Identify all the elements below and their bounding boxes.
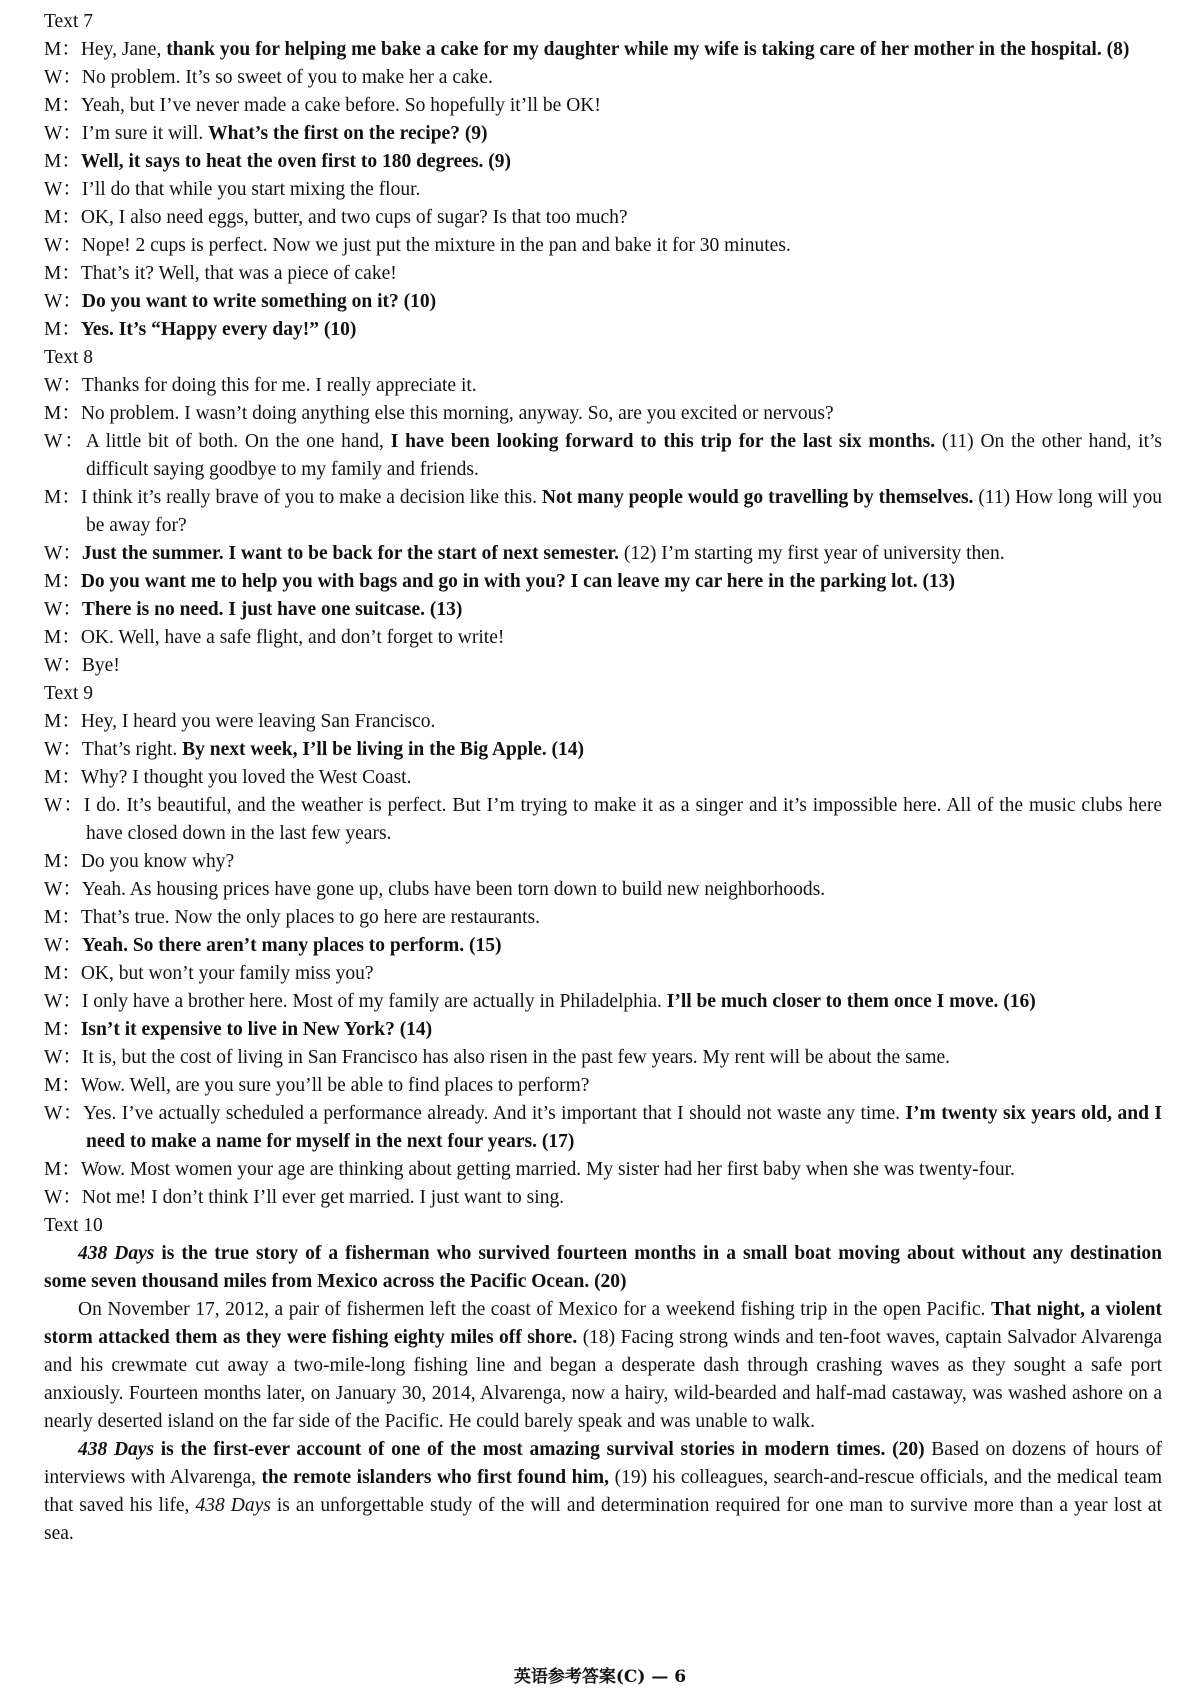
speaker-label: W：	[44, 375, 82, 396]
text-run: Do you want to write something on it? (10)	[81, 291, 437, 312]
text-run: I’ll be much closer to them once I move. (16)	[666, 991, 1036, 1012]
text-run: A little bit of both. On the one hand,	[85, 431, 391, 452]
text-run: Wow. Most women your age are thinking about getting married. My sister had her first baby when she was twenty-four.	[80, 1159, 1015, 1180]
speaker-label: M：	[44, 207, 81, 228]
text-run: Do you know why?	[80, 851, 235, 872]
speaker-label: W：	[44, 1187, 82, 1208]
text-run: Not many people would go travelling by themselves.	[541, 487, 979, 508]
text-run: I only have a brother here. Most of my family are actually in Philadelphia.	[81, 991, 667, 1012]
text-run: That’s true. Now the only places to go here are restaurants.	[80, 907, 541, 928]
text-run: That’s right.	[81, 739, 183, 760]
text-run: Well, it says to heat the oven first to 180 degrees. (9)	[80, 151, 512, 172]
text-run: is the true story of a fisherman who survived fourteen months in a small boat moving about without any destination some seven thousand miles from Mexico across the Pacific Ocean. (20)	[44, 1243, 1162, 1292]
dialogue-line	[44, 400, 1162, 428]
text-run: That night, a violent storm attacked them as they were fishing eighty miles off shore.	[44, 1299, 1162, 1348]
text-run: Do you want me to help you with bags and go in with you? I can leave my car here in the parking lot. (13)	[80, 571, 955, 592]
text-run: It is, but the cost of living in San Francisco has also risen in the past few years. My rent will be about the same.	[81, 1047, 951, 1068]
dialogue-line	[44, 596, 1162, 624]
text-run: Nope! 2 cups is perfect. Now we just put the mixture in the pan and bake it for 30 minutes.	[81, 235, 791, 256]
speaker-label: M：	[44, 151, 81, 172]
dialogue-line	[44, 316, 1162, 344]
dialogue-line	[44, 708, 1162, 736]
page-footer: 英语参考答案(C) — 6	[513, 1667, 687, 1687]
text-run: Bye!	[81, 655, 120, 676]
speaker-label: M：	[44, 487, 81, 508]
dialogue-line	[44, 960, 1162, 988]
text-run: the remote islanders who first found him,	[261, 1467, 615, 1488]
dialogue-line	[44, 1156, 1162, 1184]
speaker-label: W：	[44, 795, 84, 816]
speaker-label: W：	[44, 739, 82, 760]
speaker-label: W：	[44, 67, 82, 88]
dialogue-line	[44, 176, 1162, 204]
text-run: 438 Days	[78, 1439, 155, 1460]
text-run: Yes. It’s “Happy every day!” (10)	[80, 319, 357, 340]
section-heading: Text 10	[44, 1215, 103, 1236]
speaker-label: M：	[44, 1075, 81, 1096]
text-run: Thanks for doing this for me. I really appreciate it.	[81, 375, 477, 396]
dialogue-line	[44, 1184, 1162, 1212]
dialogue-line	[44, 36, 1162, 64]
speaker-label: W：	[44, 1103, 84, 1124]
text-run: is an unforgettable study of the will and determination required for one man to survive more than a year lost at sea.	[44, 1495, 1162, 1544]
dialogue-line	[44, 1072, 1162, 1100]
dialogue-line	[44, 904, 1162, 932]
text-run: OK, but won’t your family miss you?	[80, 963, 374, 984]
passage-paragraph	[44, 1436, 1162, 1548]
dialogue-line	[44, 932, 1162, 960]
speaker-label: W：	[44, 543, 82, 564]
section-heading: Text 9	[44, 683, 93, 704]
text-run: OK. Well, have a safe flight, and don’t forget to write!	[80, 627, 505, 648]
speaker-label: M：	[44, 263, 81, 284]
speaker-label: M：	[44, 963, 81, 984]
dialogue-line	[44, 148, 1162, 176]
dialogue-line	[44, 568, 1162, 596]
text-run: Yeah, but I’ve never made a cake before. So hopefully it’ll be OK!	[80, 95, 601, 116]
text-run: Wow. Well, are you sure you’ll be able to find places to perform?	[80, 1075, 590, 1096]
dialogue-line	[44, 92, 1162, 120]
speaker-label: M：	[44, 851, 81, 872]
text-run: thank you for helping me bake a cake for my daughter while my wife is taking care of her mother in the hospital. (8)	[166, 39, 1130, 60]
text-run: Hey, I heard you were leaving San Francisco.	[80, 711, 436, 732]
text-run: I’ll do that while you start mixing the flour.	[81, 179, 421, 200]
speaker-label: M：	[44, 627, 81, 648]
speaker-label: W：	[44, 655, 82, 676]
speaker-label: W：	[44, 991, 82, 1012]
speaker-label: M：	[44, 1019, 81, 1040]
speaker-label: M：	[44, 39, 81, 60]
text-run: Hey, Jane,	[80, 39, 167, 60]
dialogue-line	[44, 624, 1162, 652]
passage-paragraph	[44, 1240, 1162, 1296]
speaker-label: W：	[44, 1047, 82, 1068]
dialogue-line	[44, 288, 1162, 316]
text-run: (11) On the other hand, it’s difficult saying goodbye to my family and friends.	[86, 431, 1163, 480]
speaker-label: M：	[44, 1159, 81, 1180]
speaker-label: M：	[44, 767, 81, 788]
dialogue-line	[44, 540, 1162, 568]
text-run: On November 17, 2012, a pair of fishermen left the coast of Mexico for a weekend fishing trip in the open Pacific.	[78, 1299, 991, 1320]
text-run: Yeah. As housing prices have gone up, clubs have been torn down to build new neighborhoods.	[81, 879, 826, 900]
dialogue-line	[44, 1016, 1162, 1044]
dialogue-line	[44, 232, 1162, 260]
speaker-label: W：	[44, 599, 82, 620]
speaker-label: W：	[44, 431, 86, 452]
text-run: (18) Facing strong winds and ten-foot waves, captain Salvador Alvarenga and his crewmate cut away a two-mile-long fishing line and began a desperate dash through crashing waves as they sought a safe port anxiously. Fourteen months later, on January 30, 2014, Alvarenga, now a hairy, wild-bearded and half-mad castaway, was washed ashore on a nearly deserted island on the far side of the Pacific. He could barely speak and was unable to walk.	[44, 1327, 1162, 1432]
text-run: Yes. I’ve actually scheduled a performance already. And it’s important that I should not waste any time.	[83, 1103, 906, 1124]
text-run: 438 Days	[78, 1243, 155, 1264]
text-run: No problem. I wasn’t doing anything else this morning, anyway. So, are you excited or nervous?	[80, 403, 834, 424]
text-run: I do. It’s beautiful, and the weather is perfect. But I’m trying to make it as a singer and it’s impossible here. All of the music clubs here have closed down in the last few years.	[83, 795, 1162, 844]
speaker-label: W：	[44, 879, 82, 900]
dialogue-line	[44, 484, 1162, 540]
text-run: That’s it? Well, that was a piece of cake!	[80, 263, 397, 284]
text-run: Just the summer. I want to be back for the start of next semester.	[81, 543, 624, 564]
speaker-label: W：	[44, 179, 82, 200]
dialogue-line	[44, 1044, 1162, 1072]
speaker-label: M：	[44, 403, 81, 424]
dialogue-line	[44, 120, 1162, 148]
speaker-label: M：	[44, 711, 81, 732]
speaker-label: M：	[44, 319, 81, 340]
text-run: What’s the first on the recipe? (9)	[208, 123, 488, 144]
dialogue-line	[44, 876, 1162, 904]
dialogue-line	[44, 1100, 1162, 1156]
text-run: Isn’t it expensive to live in New York? (14)	[80, 1019, 433, 1040]
section-heading: Text 7	[44, 11, 93, 32]
text-run: Yeah. So there aren’t many places to perform. (15)	[81, 935, 502, 956]
speaker-label: W：	[44, 291, 82, 312]
speaker-label: W：	[44, 123, 82, 144]
dialogue-line	[44, 428, 1162, 484]
text-run: I have been looking forward to this trip for the last six months.	[390, 431, 942, 452]
text-run: No problem. It’s so sweet of you to make her a cake.	[81, 67, 493, 88]
section-heading: Text 8	[44, 347, 93, 368]
text-run: Why? I thought you loved the West Coast.	[80, 767, 412, 788]
transcript-body	[44, 8, 1162, 1548]
dialogue-line	[44, 204, 1162, 232]
dialogue-line	[44, 988, 1162, 1016]
text-run: By next week, I’ll be living in the Big Apple. (14)	[182, 739, 585, 760]
speaker-label: M：	[44, 95, 81, 116]
text-run: Not me! I don’t think I’ll ever get married. I just want to sing.	[81, 1187, 565, 1208]
speaker-label: M：	[44, 907, 81, 928]
dialogue-line	[44, 372, 1162, 400]
speaker-label: M：	[44, 571, 81, 592]
text-run: OK, I also need eggs, butter, and two cups of sugar? Is that too much?	[80, 207, 628, 228]
dialogue-line	[44, 736, 1162, 764]
text-run: Based on dozens of hours of interviews with Alvarenga,	[44, 1439, 1163, 1488]
dialogue-line	[44, 764, 1162, 792]
text-run: I’m twenty six years old, and I need to make a name for myself in the next four years. (17)	[86, 1103, 1162, 1152]
dialogue-line	[44, 64, 1162, 92]
text-run: There is no need. I just have one suitcase. (13)	[81, 599, 463, 620]
dialogue-line	[44, 652, 1162, 680]
text-run: (11) How long will you be away for?	[86, 487, 1163, 536]
dialogue-line	[44, 792, 1162, 848]
speaker-label: W：	[44, 935, 82, 956]
text-run: is the first-ever account of one of the most amazing survival stories in modern times. (20)	[154, 1439, 925, 1460]
dialogue-line	[44, 260, 1162, 288]
text-run: 438 Days	[195, 1495, 271, 1516]
text-run: (19) his colleagues, search-and-rescue officials, and the medical team that saved his life,	[44, 1467, 1163, 1516]
dialogue-line	[44, 848, 1162, 876]
text-run: I think it’s really brave of you to make a decision like this.	[80, 487, 542, 508]
text-run: (12) I’m starting my first year of university then.	[623, 543, 1005, 564]
speaker-label: W：	[44, 235, 82, 256]
text-run: I’m sure it will.	[81, 123, 209, 144]
passage-paragraph	[44, 1296, 1162, 1436]
